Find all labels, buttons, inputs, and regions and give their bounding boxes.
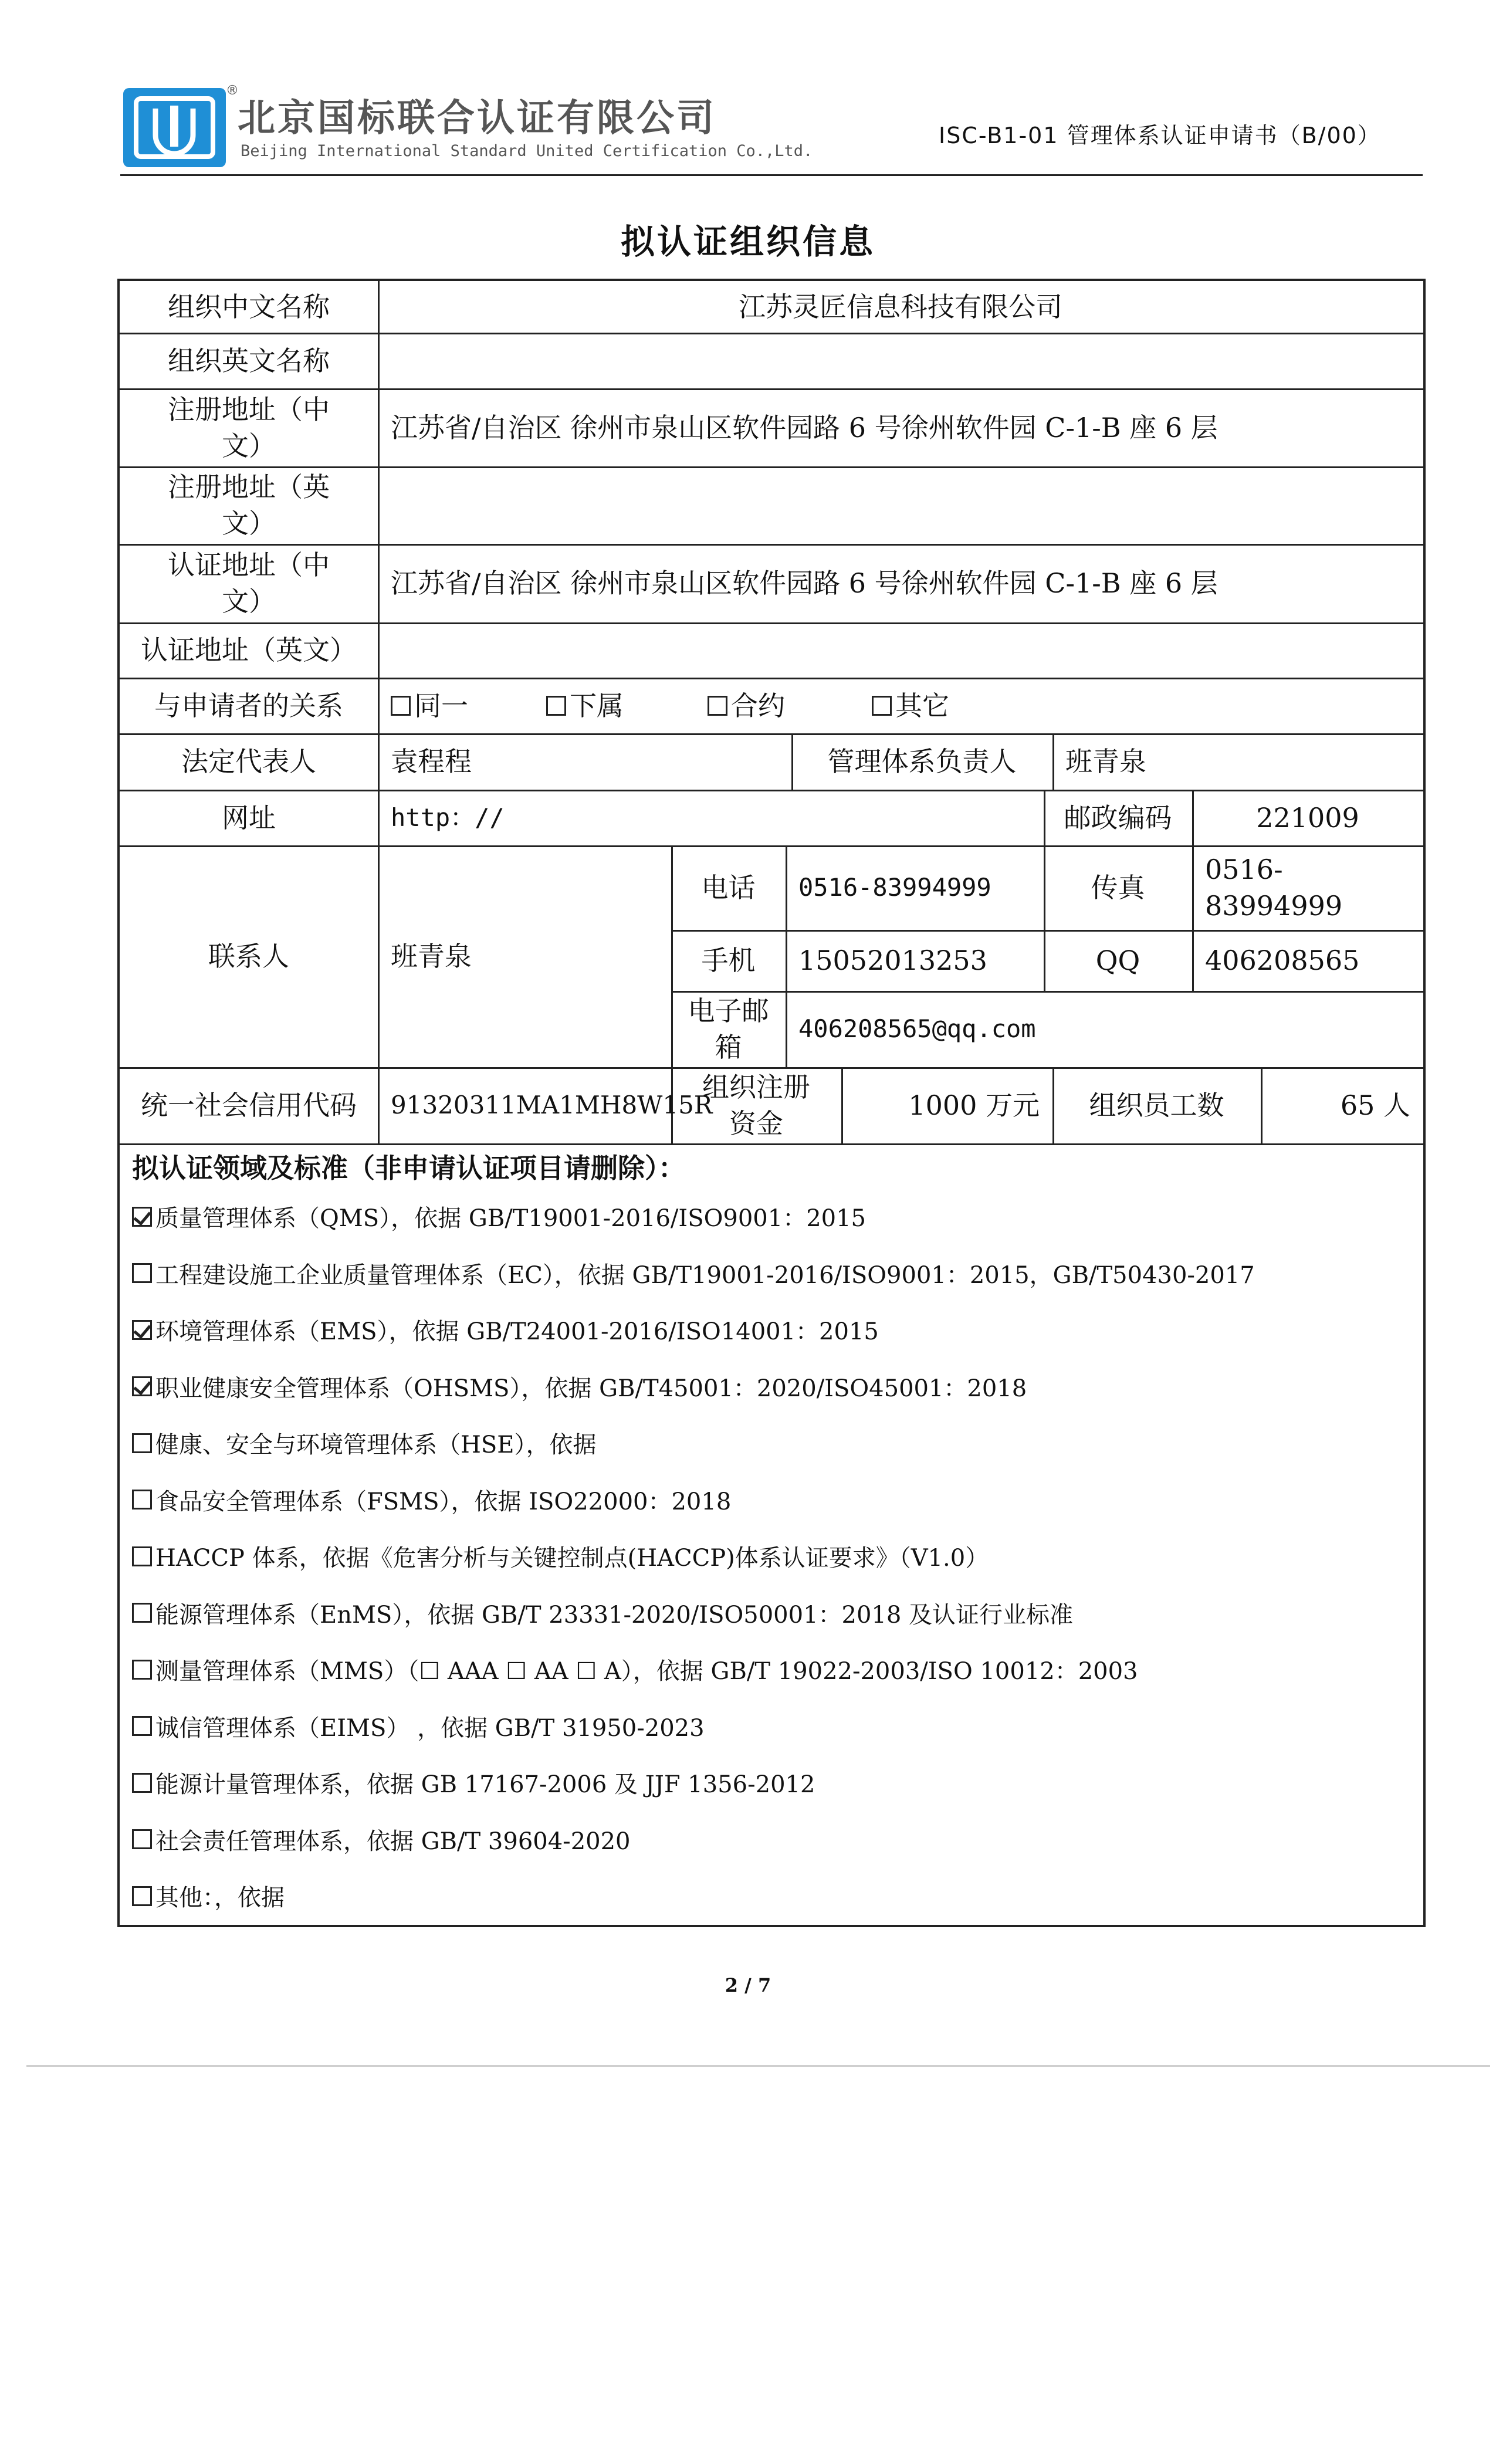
- relation-option-same[interactable]: 同一: [391, 688, 546, 724]
- scope-item: [132, 1653, 1138, 1686]
- email-value[interactable]: 406208565@qq.com: [798, 1014, 1036, 1043]
- scope-item: [132, 1370, 1027, 1403]
- reg-addr-cn-value[interactable]: 江苏省/自治区 徐州市泉山区软件园路 6 号徐州软件园 C-1-B 座 6 层: [391, 411, 1218, 444]
- scope-item-text: 诚信管理体系（EIMS） ，依据 GB/T 31950-2023: [155, 1714, 705, 1742]
- mgmt-head-label: 管理体系负责人: [827, 746, 1017, 777]
- cert-addr-cn-value[interactable]: 江苏省/自治区 徐州市泉山区软件园路 6 号徐州软件园 C-1-B 座 6 层: [391, 567, 1218, 599]
- checked-checkbox-icon[interactable]: [132, 1320, 152, 1340]
- reg-addr-en-value[interactable]: [378, 466, 1423, 544]
- scope-item-text: 能源管理体系（EnMS），依据 GB/T 23331-2020/ISO50001：2018 及认证行业标准: [155, 1601, 1074, 1629]
- contact-value[interactable]: 班青泉: [391, 940, 472, 972]
- scope-item: [132, 1200, 866, 1233]
- scope-item: [132, 1766, 815, 1799]
- company-name-cn: 北京国标联合认证有限公司: [238, 97, 716, 140]
- checkbox-icon[interactable]: [132, 1773, 152, 1793]
- scope-item-text: 健康、安全与环境管理体系（HSE），依据: [155, 1431, 597, 1458]
- org-en-label: 组织英文名称: [168, 344, 330, 377]
- email-label: 电子邮 箱: [688, 995, 769, 1063]
- qq-label: QQ: [1095, 945, 1140, 976]
- scope-item-text: 食品安全管理体系（FSMS），依据 ISO22000：2018: [155, 1488, 732, 1515]
- legal-rep-label: 法定代表人: [181, 746, 316, 777]
- checkbox-icon[interactable]: [132, 1716, 152, 1736]
- checked-checkbox-icon[interactable]: [132, 1207, 152, 1227]
- checked-checkbox-icon[interactable]: [132, 1376, 152, 1396]
- scope-item-text: 工程建设施工企业质量管理体系（EC），依据 GB/T19001-2016/ISO9001：2015，GB/T50430-2017: [155, 1261, 1255, 1289]
- capital-value[interactable]: 1000 万元: [908, 1089, 1040, 1121]
- capital-label: 组织注册 资金: [702, 1071, 810, 1139]
- document-code: ISC-B1-01 管理体系认证申请书（B/00）: [939, 123, 1381, 148]
- checkbox-icon[interactable]: [132, 1603, 152, 1623]
- checkbox-icon[interactable]: [546, 696, 566, 716]
- form-title: 拟认证组织信息: [620, 222, 875, 262]
- website-value[interactable]: http：//: [391, 803, 505, 832]
- scope-item: [132, 1879, 285, 1913]
- registered-mark: ®: [226, 83, 239, 98]
- checkbox-icon[interactable]: [391, 696, 411, 716]
- checkbox-icon[interactable]: [132, 1546, 152, 1566]
- relation-label: 与申请者的关系: [154, 689, 343, 722]
- staff-label: 组织员工数: [1089, 1089, 1224, 1121]
- staff-value[interactable]: 65 人: [1340, 1089, 1410, 1121]
- relation-option-other[interactable]: 其它: [872, 688, 949, 724]
- fax-value[interactable]: 0516- 83994999: [1205, 854, 1343, 922]
- checkbox-icon[interactable]: [132, 1886, 152, 1906]
- scope-item: [132, 1257, 1255, 1290]
- legal-rep-value[interactable]: 袁程程: [391, 746, 472, 777]
- company-name-en: Beijing International Standard United Certification Co.,Ltd.: [241, 142, 813, 160]
- relation-option-subordinate[interactable]: 下属: [546, 688, 708, 724]
- org-cn-label: 组织中文名称: [168, 291, 330, 323]
- website-label: 网址: [222, 801, 276, 834]
- scope-item-text: 环境管理体系（EMS），依据 GB/T24001-2016/ISO14001：2015: [155, 1318, 879, 1345]
- scope-item-text: HACCP 体系，依据《危害分析与关键控制点(HACCP)体系认证要求》（V1.0）: [155, 1545, 989, 1572]
- isc-logo-icon: [123, 88, 226, 167]
- cert-addr-en-label: 认证地址（英文）: [141, 634, 357, 666]
- fax-label: 传真: [1091, 872, 1145, 903]
- header-divider: [120, 174, 1423, 176]
- postcode-value[interactable]: 221009: [1256, 801, 1359, 834]
- checkbox-icon[interactable]: [132, 1660, 152, 1680]
- page-number: 2 / 7: [725, 1974, 771, 1996]
- scope-item: [132, 1426, 596, 1460]
- scope-item: [132, 1313, 879, 1346]
- scope-item-text: 能源计量管理体系，依据 GB 17167-2006 及 JJF 1356-2012: [155, 1771, 815, 1798]
- checkbox-icon[interactable]: [132, 1829, 152, 1849]
- relation-options: [378, 678, 1423, 733]
- scope-item-text: 其他：，依据: [155, 1884, 285, 1911]
- cert-addr-en-value[interactable]: [378, 622, 1423, 678]
- scope-item: [132, 1596, 1073, 1630]
- contact-label: 联系人: [208, 940, 289, 972]
- mobile-value[interactable]: 15052013253: [798, 945, 987, 976]
- cert-addr-cn-label: 认证地址（中 文）: [168, 549, 330, 617]
- checkbox-icon[interactable]: [132, 1433, 152, 1453]
- org-cn-value[interactable]: 江苏灵匠信息科技有限公司: [739, 291, 1062, 323]
- relation-option-contract[interactable]: 合约: [708, 688, 872, 724]
- checkbox-icon[interactable]: [132, 1490, 152, 1509]
- scope-item: [132, 1483, 731, 1517]
- credit-code-value[interactable]: 91320311MA1MH8W15R: [391, 1091, 713, 1119]
- scope-item-text: 测量管理体系（MMS）（☐ AAA ☐ AA ☐ A），依据 GB/T 19022-2003/ISO 10012：2003: [155, 1658, 1138, 1685]
- qq-value[interactable]: 406208565: [1205, 945, 1360, 976]
- checkbox-icon[interactable]: [132, 1263, 152, 1283]
- reg-addr-en-label: 注册地址（英 文）: [168, 471, 330, 539]
- postcode-label: 邮政编码: [1064, 801, 1172, 834]
- mobile-label: 手机: [701, 945, 756, 976]
- scope-item-text: 质量管理体系（QMS），依据 GB/T19001-2016/ISO9001：2015: [155, 1205, 866, 1232]
- phone-label: 电话: [701, 872, 756, 903]
- scope-item-text: 社会责任管理体系，依据 GB/T 39604-2020: [155, 1827, 631, 1855]
- scope-item: [132, 1710, 705, 1743]
- scope-item: [132, 1539, 989, 1573]
- reg-addr-cn-label: 注册地址（中 文）: [168, 393, 330, 462]
- scope-item-text: 职业健康安全管理体系（OHSMS），依据 GB/T45001：2020/ISO45001：2018: [155, 1375, 1027, 1402]
- scope-item: [132, 1823, 631, 1856]
- checkbox-icon[interactable]: [872, 696, 892, 716]
- mgmt-head-value[interactable]: 班青泉: [1065, 746, 1146, 777]
- checkbox-icon[interactable]: [708, 696, 727, 716]
- org-en-value[interactable]: [378, 333, 1423, 388]
- scope-title: 拟认证领域及标准（非申请认证项目请删除）：: [132, 1152, 685, 1184]
- credit-code-label: 统一社会信用代码: [141, 1089, 357, 1121]
- phone-value[interactable]: 0516-83994999: [798, 873, 991, 902]
